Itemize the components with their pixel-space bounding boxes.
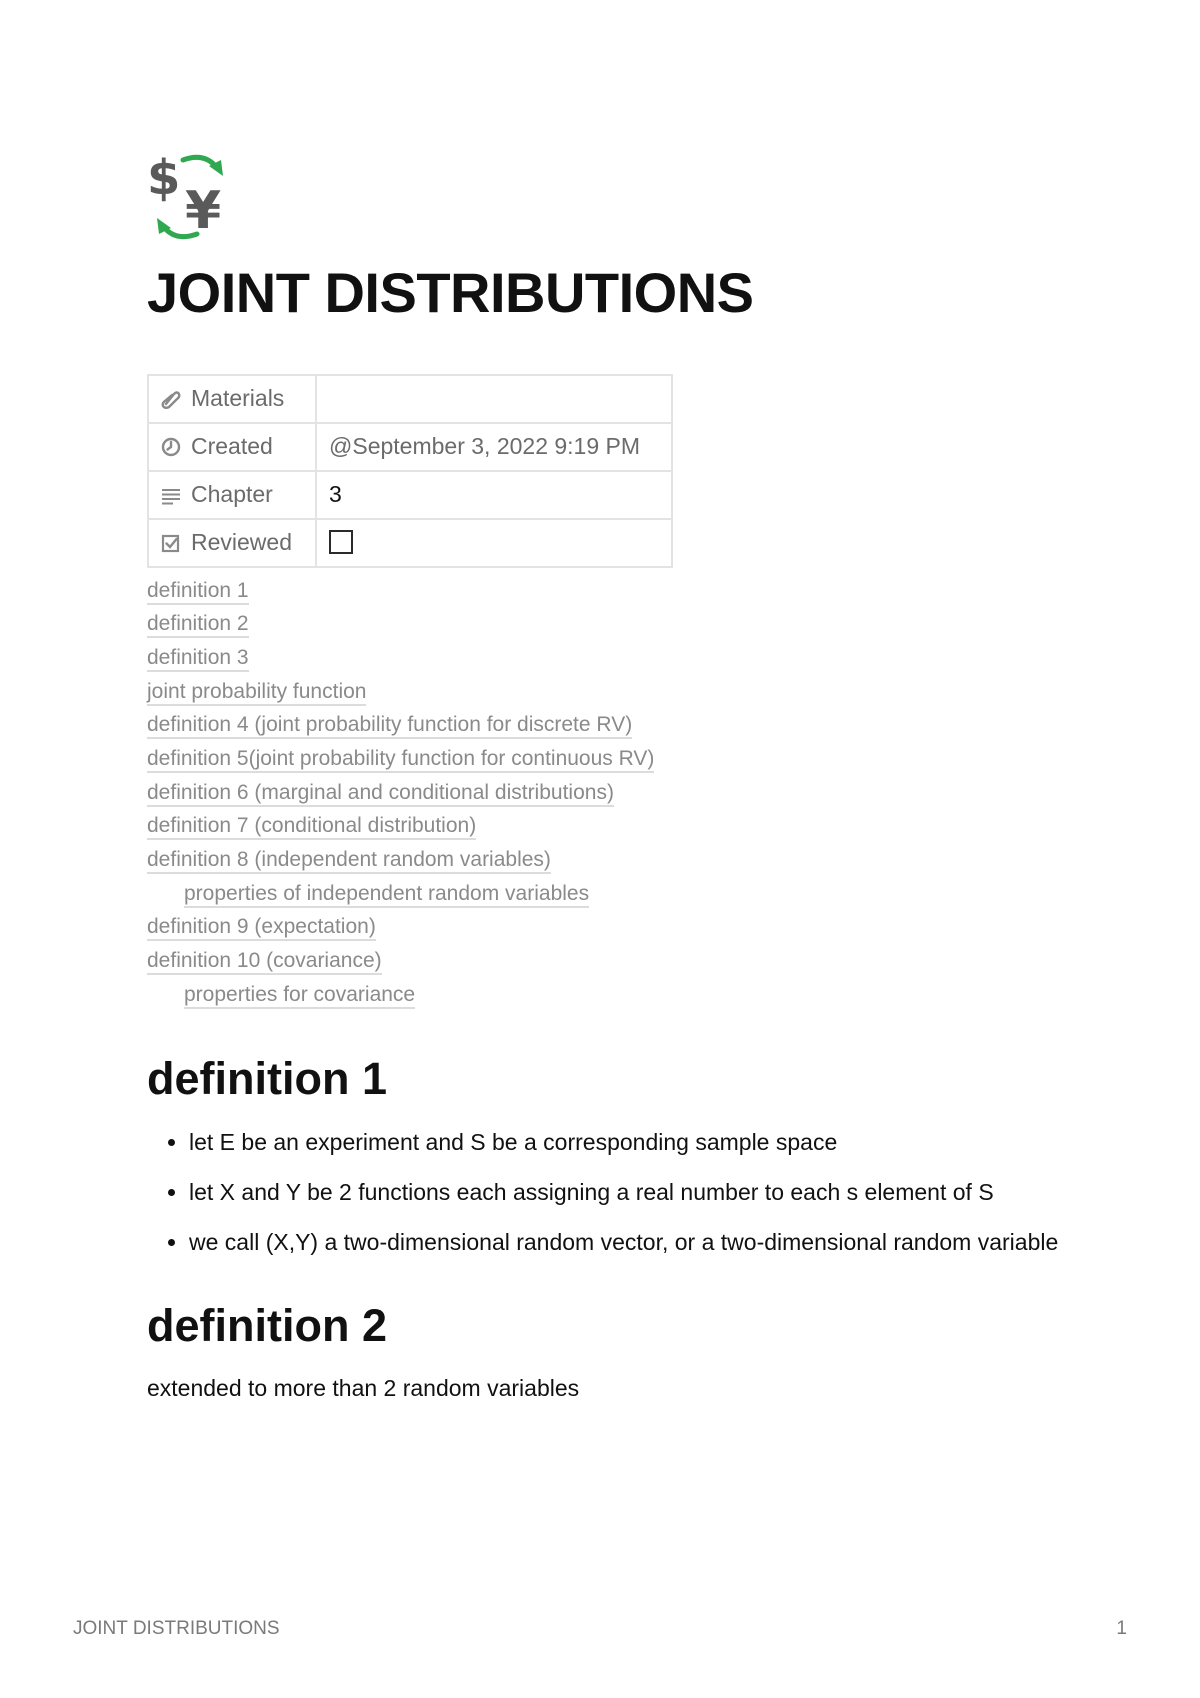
table-of-contents xyxy=(147,574,1067,1012)
page-title: JOINT DISTRIBUTIONS xyxy=(147,261,754,324)
toc-item xyxy=(147,742,1067,776)
toc-link[interactable]: definition 8 (independent random variables) xyxy=(147,848,551,874)
property-value-chapter[interactable]: 3 xyxy=(316,471,672,519)
paperclip-icon xyxy=(161,389,181,409)
toc-subitem xyxy=(147,877,1067,911)
section-heading: definition 1 xyxy=(147,1052,387,1104)
toc-link[interactable]: definition 7 (conditional distribution) xyxy=(147,814,476,840)
footer-title: JOINT DISTRIBUTIONS xyxy=(73,1618,280,1639)
bullet-item: • let E be an experiment and S be a corresponding sample space xyxy=(189,1125,1067,1159)
toc-link[interactable]: definition 1 xyxy=(147,579,249,605)
toc-link[interactable]: definition 9 (expectation) xyxy=(147,915,376,941)
section-paragraph: extended to more than 2 random variables xyxy=(147,1374,580,1401)
reviewed-checkbox[interactable] xyxy=(329,530,353,554)
bullet-item: • we call (X,Y) a two-dimensional random vector, or a two-dimensional random variable xyxy=(189,1225,1067,1259)
property-row-chapter xyxy=(148,471,672,519)
toc-subitem xyxy=(147,978,1067,1012)
section-heading: definition 2 xyxy=(147,1300,387,1352)
checkbox-icon xyxy=(161,533,181,553)
bullet-list xyxy=(147,1125,1067,1259)
property-label: Reviewed xyxy=(191,529,292,556)
svg-text:¥: ¥ xyxy=(185,181,222,241)
toc-item xyxy=(147,910,1067,944)
property-value-created[interactable]: @September 3, 2022 9:19 PM xyxy=(316,423,672,471)
property-value-materials[interactable] xyxy=(316,375,672,423)
currency-exchange-icon xyxy=(147,150,237,242)
section-definition-1 xyxy=(147,1054,1067,1260)
toc-link[interactable]: definition 10 (covariance) xyxy=(147,949,382,975)
toc-link[interactable]: definition 3 xyxy=(147,646,249,672)
footer-page-number: 1 xyxy=(1116,1618,1127,1639)
toc-item xyxy=(147,675,1067,709)
toc-link[interactable]: definition 4 (joint probability function for discrete RV) xyxy=(147,713,632,739)
toc-link[interactable]: joint probability function xyxy=(147,680,366,706)
clock-icon xyxy=(161,437,181,457)
section-definition-2 xyxy=(147,1301,1067,1405)
toc-link[interactable]: properties of independent random variables xyxy=(184,882,589,908)
svg-text:$: $ xyxy=(147,150,181,206)
text-lines-icon xyxy=(161,485,181,505)
property-value-reviewed xyxy=(316,519,672,567)
toc-link[interactable]: definition 5(joint probability function for continuous RV) xyxy=(147,747,654,773)
properties-table xyxy=(147,374,673,568)
property-name-cell xyxy=(148,519,316,567)
property-name-cell xyxy=(148,423,316,471)
toc-item xyxy=(147,944,1067,978)
property-name-cell xyxy=(148,375,316,423)
property-row-created xyxy=(148,423,672,471)
document-page xyxy=(147,150,1067,1405)
property-label: Materials xyxy=(191,385,285,412)
toc-link[interactable]: properties for covariance xyxy=(184,983,415,1009)
toc-item xyxy=(147,776,1067,810)
toc-link[interactable]: definition 6 (marginal and conditional distributions) xyxy=(147,781,614,807)
toc-link[interactable]: definition 2 xyxy=(147,612,249,638)
toc-item xyxy=(147,607,1067,641)
property-label: Chapter xyxy=(191,481,273,508)
toc-item xyxy=(147,809,1067,843)
property-row-materials xyxy=(148,375,672,423)
toc-item xyxy=(147,843,1067,877)
property-label: Created xyxy=(191,433,273,460)
property-name-cell xyxy=(148,471,316,519)
bullet-item: • let X and Y be 2 functions each assigning a real number to each s element of S xyxy=(189,1175,1067,1209)
toc-item xyxy=(147,708,1067,742)
toc-item xyxy=(147,574,1067,608)
property-row-reviewed xyxy=(148,519,672,567)
toc-item xyxy=(147,641,1067,675)
